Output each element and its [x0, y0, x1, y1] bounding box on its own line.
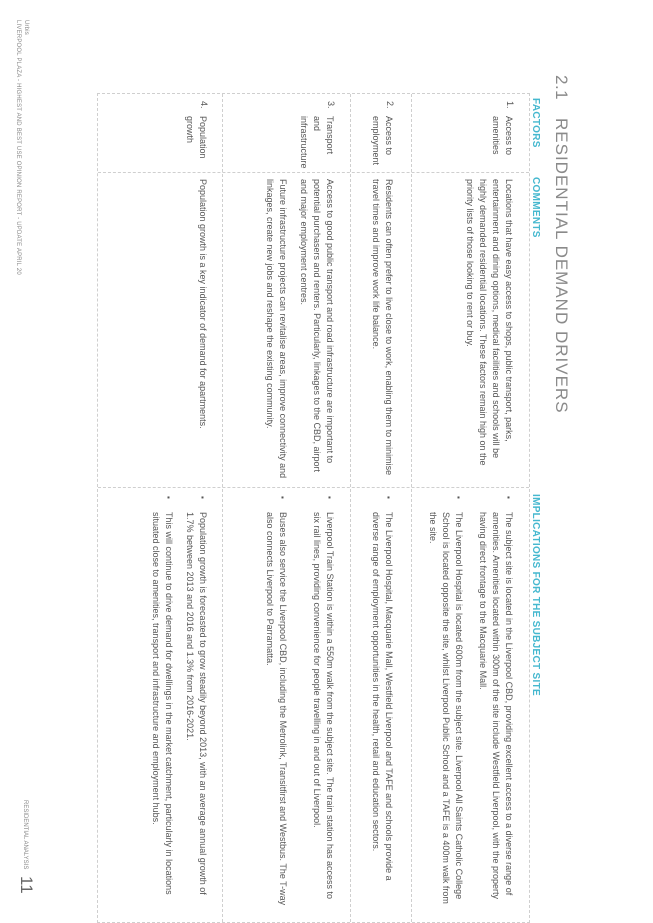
comment-text: Future infrastructure projects can revitalise areas, improve connectivity and linkages, create new jobs and reshape the existing community.	[265, 179, 288, 479]
column-header-comments: COMMENTS	[530, 177, 541, 238]
row-number: 3.	[326, 101, 336, 109]
row-divider	[350, 94, 351, 922]
demand-drivers-table	[97, 93, 530, 923]
implication-bullet: ▪ Liverpool Train Station is within a 550m walk from the subject site. The train station has access to six rail lines, providing convenience for people travelling in and out of Liverpool.	[310, 512, 336, 912]
factor-name: Access to employment	[371, 116, 394, 166]
implication-bullet: ▪ This will continue to drive demand for dwellings in the market catchment, particularly in locations situated close to amenities, transport and infrastructure and employment hubs.	[149, 512, 175, 912]
column-header-factors: FACTORS	[530, 98, 541, 148]
comment-text: Locations that have easy access to shops, public transport, parks, entertainment and dining options, medical facilities and schools will be highly demanded residential locations. These factors remain high on the priority lists of those looking to rent or buy.	[465, 179, 514, 466]
implication-bullet: ▪ The subject site is located in the Liverpool CBD, providing excellent access to a diverse range of amenities. Amenities located within 300m of the site include Westfield Liverpool, with the property having direct frontage to the Macquarie Mall.	[476, 512, 515, 912]
row-number: 4.	[199, 101, 209, 109]
comment-text: Population growth is a key indicator of demand for apartments.	[198, 179, 208, 429]
row-divider	[222, 94, 223, 922]
comment-text: Access to good public transport and road infrastructure are important to potential purchasers and renters. Particularly, linkages to the CBD, airport and major employment centres.	[299, 179, 335, 472]
implication-bullet: ▪ The Liverpool Hospital, Macquarie Mall, Westfield Liverpool and TAFE and schools provide a diverse range of employment opportunities in the health, retail and education sectors.	[369, 512, 395, 912]
column-header-implications: IMPLICATIONS FOR THE SUBJECT SITE	[530, 494, 541, 696]
footer-section-label: RESIDENTIAL ANALYSIS	[22, 800, 28, 870]
row-divider	[411, 94, 412, 922]
page-title: RESIDENTIAL DEMAND DRIVERS	[552, 118, 571, 414]
column-divider	[98, 487, 529, 488]
factor-name: Transport and infrastructure	[299, 116, 335, 169]
implication-bullet: ▪ Buses also service the Liverpool CBD, including the Metrolink, Transitfirst and Westbus. The T-way also connects Liverpool to Parramatta.	[263, 512, 289, 912]
implication-bullet: ▪ Population growth is forecasted to grow steadily beyond 2013, with an average annual growth of 1.7% between 2013 and 2016 and 1.3% from 2016-2021.	[183, 512, 209, 912]
factor-name: Access to amenities	[491, 116, 514, 156]
row-number: 2.	[385, 101, 395, 109]
footer-report-title: LIVERPOOL PLAZA - HIGHEST AND BEST USE OPINION REPORT - UPDATE APRIL 20	[15, 20, 21, 275]
page-number: 11	[17, 876, 36, 894]
section-number: 2.1	[552, 75, 571, 101]
comment-text: Residents can often prefer to live close to work, enabling them to minimise travel times and improve work life balance.	[371, 179, 394, 476]
implication-bullet: ▪ The Liverpool Hospital is located 600m from the subject site. Liverpool All Saints Catholic College School is located opposite the site, whilst Liverpool Public School and a TAFE is a 400m walk from the site.	[426, 512, 465, 912]
row-number: 1.	[505, 101, 515, 109]
footer-company: Urbis	[23, 20, 29, 36]
column-divider	[98, 172, 529, 173]
factor-name: Population growth	[185, 116, 208, 159]
